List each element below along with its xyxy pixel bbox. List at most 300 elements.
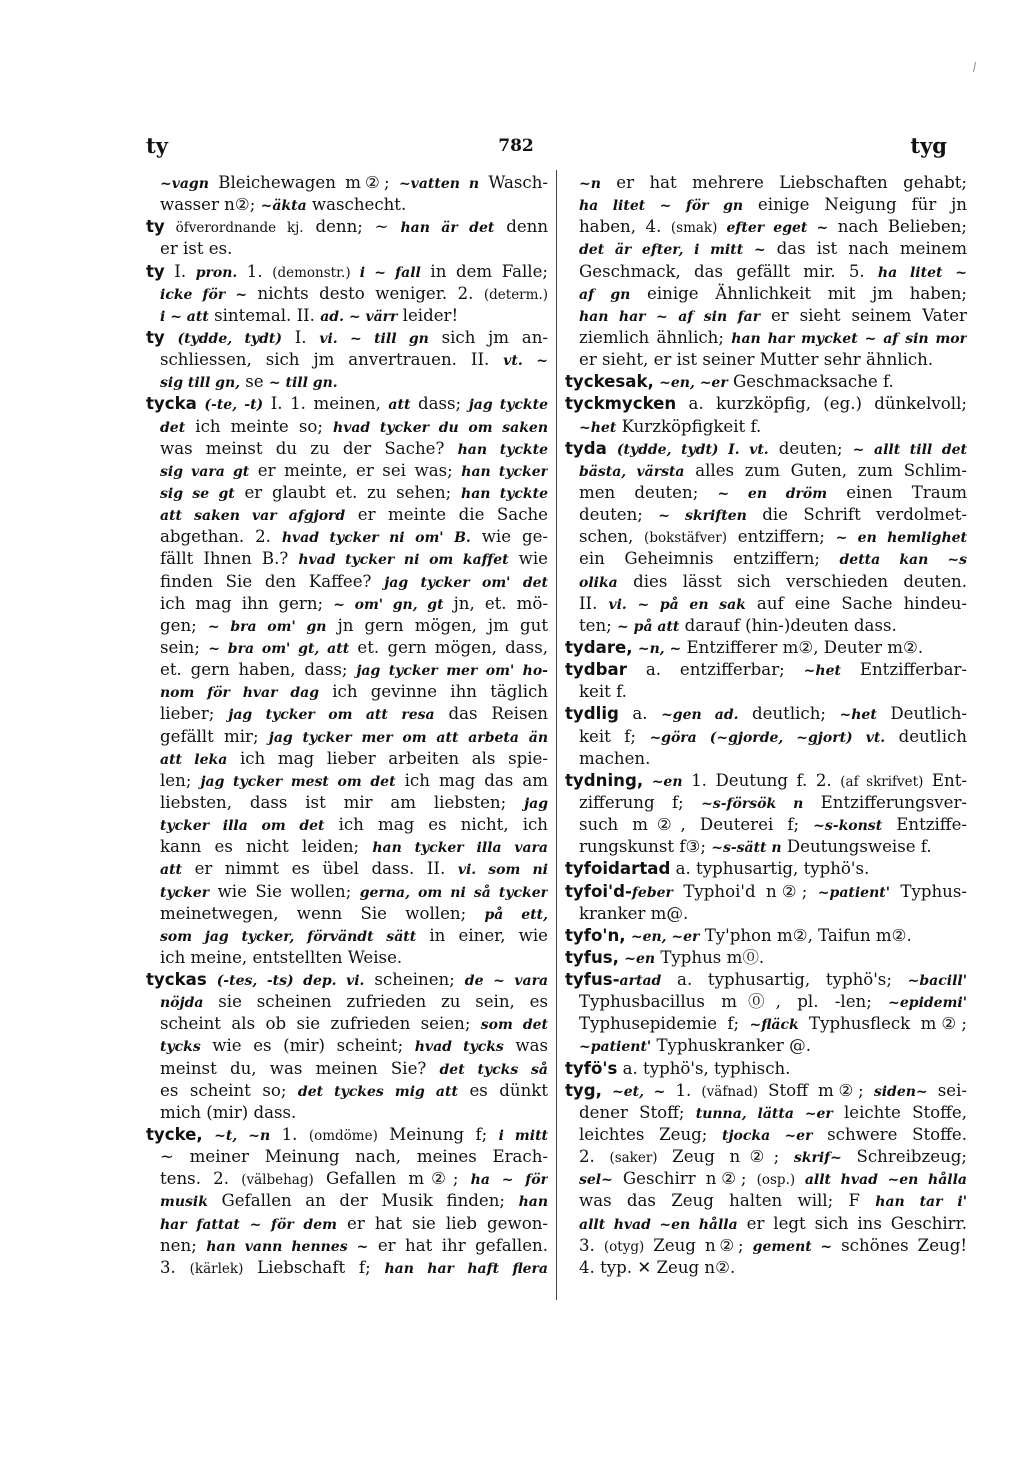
translation-text: II. (579, 593, 609, 613)
dictionary-line (565, 703, 967, 725)
swedish-phrase: tunna, lätta ~er (695, 1105, 833, 1122)
swedish-phrase: ~ allt till det (852, 441, 967, 458)
dictionary-line (565, 548, 967, 570)
dictionary-line (565, 172, 967, 194)
dictionary-line (146, 305, 548, 327)
translation-text: scheinen; (364, 970, 465, 990)
swedish-phrase: ~het (803, 663, 841, 680)
swedish-phrase: ~äkta (260, 198, 307, 215)
translation-text: deutlich; (738, 704, 840, 724)
swedish-phrase: vi. ~ till gn (319, 330, 429, 347)
running-head-right: tyg (910, 133, 947, 158)
translation-text: 1. (270, 1125, 309, 1145)
swedish-phrase: ha litet ~ för gn (579, 198, 744, 215)
dictionary-line (565, 327, 967, 349)
translation-text: 4. typ. ✕ Zeug n②. (579, 1257, 736, 1277)
swedish-phrase: han är det (400, 220, 495, 237)
swedish-phrase: han tyckte (457, 441, 548, 458)
dictionary-line (146, 947, 548, 969)
translation-text: Zeug n②; (657, 1147, 794, 1167)
swedish-phrase: ~s-försök n (701, 795, 804, 812)
swedish-phrase: ~göra (~gjorde, ~gjort) vt. (649, 729, 886, 746)
translation-text: alles zum Guten, zum Schlim- (684, 460, 967, 480)
translation-text: 3. (160, 1257, 190, 1277)
translation-text: Ty'phon m②, Taifun m②. (699, 925, 912, 945)
dictionary-line (565, 903, 967, 925)
translation-text: Geschirr n②; (612, 1169, 757, 1189)
translation-text: wie (508, 549, 548, 569)
dictionary-line (565, 881, 967, 903)
swedish-phrase: ~en (651, 773, 683, 790)
translation-text: wie ge- (470, 527, 548, 547)
headword: ty (146, 217, 165, 237)
dictionary-line (565, 593, 967, 615)
swedish-phrase: nom för hvar dag (160, 685, 319, 702)
dictionary-line (146, 903, 548, 925)
swedish-phrase: sel~ (579, 1172, 613, 1189)
translation-text: es scheint so; (160, 1080, 298, 1100)
dictionary-line (565, 814, 967, 836)
translation-text: er ist es. (160, 239, 233, 259)
headword: tyfoi'd- (565, 881, 632, 901)
translation-text: Ent- (923, 770, 967, 790)
translation-text: denn (494, 217, 548, 237)
translation-text: Stoff m②; (758, 1080, 874, 1100)
swedish-phrase: det tycks så (439, 1061, 548, 1078)
translation-text: es dünkt (457, 1080, 548, 1100)
dictionary-line (565, 194, 967, 216)
translation-text: Entzifferungsver- (803, 792, 967, 812)
dictionary-line (565, 416, 967, 438)
translation-text: sich jm an- (428, 327, 548, 347)
translation-text: keit f. (579, 682, 627, 702)
headword: tyckas (146, 970, 207, 990)
translation-text: schwere Stoffe. (812, 1125, 967, 1145)
translation-text: (kärlek) (189, 1260, 244, 1277)
swedish-phrase: tycks (160, 1039, 201, 1056)
translation-text: Wasch- (479, 173, 548, 192)
dictionary-line (565, 1190, 967, 1212)
dictionary-line (565, 858, 967, 880)
translation-text: Gefallen m②; (313, 1169, 471, 1189)
page-number: 782 (498, 136, 534, 156)
swedish-phrase: ad. ~ värr (320, 308, 398, 325)
swedish-phrase: på ett, (484, 906, 548, 923)
headword: tydare, (565, 637, 633, 657)
dictionary-line (565, 1058, 967, 1080)
dictionary-line (146, 1102, 548, 1124)
translation-text: finden Sie den Kaffee? (160, 571, 385, 591)
swedish-phrase: hvad tycker du om saken (333, 419, 548, 436)
translation-text: keit f; (579, 726, 650, 746)
dictionary-line (565, 438, 967, 460)
swedish-phrase: det tyckes mig att (297, 1083, 458, 1100)
translation-text: ten; (579, 615, 618, 635)
translation-text: wie Sie wollen; (209, 881, 360, 901)
translation-text: Zeug n②; (644, 1235, 753, 1255)
translation-text (165, 328, 178, 347)
swedish-phrase: ~n (579, 176, 601, 192)
dictionary-line (146, 836, 548, 858)
translation-text: in dem Falle; (420, 261, 548, 281)
dictionary-line (565, 659, 967, 681)
swedish-phrase: ~het (579, 419, 617, 436)
translation-text: Schreibzeug; (841, 1147, 967, 1167)
dictionary-line (146, 969, 548, 991)
dictionary-line (565, 969, 967, 991)
translation-text: denn; ~ (303, 217, 401, 237)
swedish-phrase: han har mycket ~ af sin mor (731, 330, 967, 347)
swedish-phrase: i mitt (498, 1128, 548, 1145)
translation-text: Kurzköpfigkeit f. (616, 416, 762, 436)
headword: tyfö's (565, 1058, 618, 1078)
headword: tyfoidartad (565, 859, 671, 879)
translation-text: einen Traum (827, 482, 967, 502)
translation-text: was das Zeug halten will; F (579, 1191, 876, 1211)
translation-text: einige Ähnlichkeit mit jm haben; (630, 283, 967, 303)
swedish-phrase: tjocka ~er (722, 1128, 813, 1145)
swedish-phrase: ~het (839, 707, 877, 724)
translation-text: nen; (160, 1235, 207, 1255)
translation-text: zifferung f; (579, 792, 702, 812)
swedish-phrase: ~patient' (817, 884, 891, 901)
swedish-phrase: han tycker (461, 463, 548, 480)
swedish-phrase: ~vatten n (398, 176, 480, 192)
swedish-phrase: att (160, 862, 183, 879)
swedish-phrase: sig vara gt (160, 463, 250, 480)
swedish-phrase: musik (160, 1194, 208, 1211)
translation-text: auf eine Sache hindeu- (745, 593, 967, 613)
dictionary-line (565, 681, 967, 703)
swedish-phrase: ~n, ~ (637, 640, 682, 657)
translation-text: a. typhusartig, typhö's; (661, 970, 908, 990)
dictionary-line (565, 991, 967, 1013)
translation-text: Typhuskranker @. (651, 1036, 811, 1056)
translation-text: Geschmacksache f. (727, 372, 894, 392)
translation-text: nach Belieben; (828, 217, 967, 237)
translation-text: was (503, 1036, 548, 1056)
dictionary-line (146, 748, 548, 770)
translation-text: I. (164, 261, 196, 281)
translation-text: et. gern mögen, dass, (349, 637, 548, 657)
translation-text: Bleichewagen m②; (208, 173, 399, 192)
swedish-phrase: ~ till gn. (268, 375, 338, 392)
swedish-phrase: sig se gt (160, 485, 235, 502)
dictionary-line (146, 216, 548, 238)
dictionary-line (565, 571, 967, 593)
translation-text: er sieht seinem Vater (760, 305, 967, 325)
swedish-phrase: han har haft flera (384, 1260, 548, 1277)
translation-text: (demonstr.) (272, 264, 351, 281)
swedish-phrase: hvad tycker ni om kaffet (298, 552, 509, 569)
translation-text: Gefallen an der Musik finden; (207, 1191, 519, 1211)
dictionary-line (565, 836, 967, 858)
translation-text: sie scheinen zufrieden zu sein, es (203, 992, 548, 1012)
translation-text: nichts desto weniger. 2. (247, 283, 484, 303)
translation-text: er meinte, er sei was; (249, 460, 462, 480)
dictionary-line (565, 1213, 967, 1235)
translation-text: abgethan. 2. (160, 527, 282, 547)
headword: tyckesak, (565, 372, 654, 392)
dictionary-line (565, 1146, 967, 1168)
dictionary-line (146, 393, 548, 415)
swedish-phrase: han tycker illa vara (372, 840, 548, 857)
translation-text: leichtes Zeug; (579, 1125, 723, 1145)
swedish-phrase: ~en, ~er (630, 928, 700, 945)
translation-text: lieber; (160, 704, 229, 724)
swedish-phrase: ~en, ~er (659, 375, 728, 392)
translation-text: liebsten, dass ist mir am liebsten; (160, 792, 525, 812)
swedish-phrase: det (160, 419, 186, 436)
translation-text (602, 1081, 612, 1100)
swedish-phrase: ~ om' gn, gt (333, 596, 444, 613)
dictionary-line (565, 283, 967, 305)
dictionary-line (565, 305, 967, 327)
translation-text (207, 970, 217, 989)
dictionary-line (146, 172, 548, 194)
translation-text (203, 1125, 214, 1144)
dictionary-line (565, 726, 967, 748)
swedish-phrase: vi. ~ på en sak (608, 596, 746, 613)
translation-text: ich mag es nicht, ich (324, 815, 548, 835)
swedish-phrase: af gn (579, 286, 631, 303)
translation-text: sintemal. II. (208, 305, 321, 325)
dictionary-line (146, 1190, 548, 1212)
dictionary-line (146, 504, 548, 526)
swedish-phrase: vi. som ni (457, 862, 548, 879)
translation-text: (bokstäfver) (644, 530, 727, 547)
swedish-phrase: gement ~ (752, 1238, 833, 1255)
translation-text: deuten; (768, 438, 853, 458)
dictionary-line (146, 548, 548, 570)
headword: tyg, (565, 1080, 602, 1100)
swedish-phrase: ~et, ~ (612, 1083, 666, 1100)
swedish-phrase: nöjda (160, 995, 204, 1012)
dictionary-line (565, 1080, 967, 1102)
swedish-phrase: ~ skriften (658, 508, 747, 525)
headword: tydbar (565, 660, 627, 680)
dictionary-line (565, 770, 967, 792)
translation-text: öfverordnande kj. (164, 220, 304, 237)
swedish-phrase: gerna, om ni så tycker (359, 884, 548, 901)
translation-text: 1. Deutung f. 2. (682, 770, 841, 790)
translation-text: in einer, wie (416, 925, 548, 945)
translation-text: Typhus- (890, 881, 967, 901)
dictionary-line (565, 216, 967, 238)
translation-text: er nimmt es übel dass. II. (182, 859, 458, 879)
translation-text: 3. (579, 1235, 604, 1255)
swedish-phrase: allt hvad ~en hålla (795, 1172, 967, 1189)
translation-text: sein; (160, 637, 209, 657)
translation-text: ~ meiner Meinung nach, meines Erach- (160, 1147, 548, 1167)
translation-text: er hat sie lieb gewon- (336, 1213, 548, 1233)
translation-text: er hat mehrere Liebschaften gehabt; (600, 173, 967, 192)
swedish-phrase: ~patient' (579, 1039, 652, 1056)
swedish-phrase: han har ~ af sin far (579, 308, 761, 325)
translation-text: len; (160, 770, 201, 790)
swedish-phrase: jag tycker mer om att arbeta än (268, 729, 548, 746)
translation-text: (saker) (609, 1150, 658, 1167)
dictionary-line (146, 482, 548, 504)
swedish-phrase: ha litet ~ (877, 264, 967, 281)
translation-text: 1. (237, 261, 273, 281)
translation-text: (smak) (670, 220, 718, 237)
swedish-phrase: som jag tycker, förvändt sätt (160, 928, 417, 945)
dictionary-line (146, 770, 548, 792)
dictionary-line (146, 1257, 548, 1279)
translation-text: ich mag ihn gern; (160, 593, 334, 613)
swedish-phrase: ~bacill' (907, 973, 967, 990)
translation-text: er meinte die Sache (345, 505, 548, 525)
translation-text: er glaubt et. zu sehen; (234, 482, 462, 502)
dictionary-line (146, 659, 548, 681)
translation-text: meinst du, was meinen Sie? (160, 1058, 440, 1078)
swedish-phrase: har fattat ~ för dem (160, 1216, 337, 1233)
dictionary-line (565, 1257, 967, 1279)
translation-text: dies lässt sich verschieden deuten. (617, 571, 967, 591)
swedish-phrase: ~en (624, 950, 656, 967)
translation-text: a. kurzköpfig, (eg.) dünkelvoll; (676, 394, 967, 414)
swedish-phrase: (-tes, -ts) dep. vi. (216, 973, 365, 990)
dictionary-line (146, 1168, 548, 1190)
dictionary-line (146, 327, 548, 349)
translation-text: a. typhusartig, typhö's. (670, 859, 870, 879)
dictionary-line (146, 1058, 548, 1080)
translation-text: leichte Stoffe, (832, 1102, 967, 1122)
headword: tydlig (565, 704, 619, 724)
translation-text: die Schrift verdolmet- (746, 505, 967, 525)
headword: tydning, (565, 770, 644, 790)
translation-text: (osp.) (756, 1172, 796, 1189)
swedish-phrase: siden~ (873, 1083, 928, 1100)
translation-text: fällt Ihnen B.? (160, 549, 299, 569)
translation-text: se (240, 372, 269, 392)
dictionary-line (146, 637, 548, 659)
swedish-phrase: ~ en hemlighet (835, 530, 967, 547)
dictionary-line (565, 637, 967, 659)
dictionary-line (565, 947, 967, 969)
swedish-phrase: det är efter, i mitt ~ (579, 242, 766, 259)
translation-text: (väfnad) (701, 1083, 758, 1100)
dictionary-line (565, 1102, 967, 1124)
translation-text: (omdöme) (308, 1128, 378, 1145)
translation-text: et. gern haben, dass; (160, 660, 357, 680)
dictionary-line (146, 1080, 548, 1102)
dictionary-line (146, 726, 548, 748)
dictionary-line (565, 261, 967, 283)
translation-text: machen. (579, 748, 651, 768)
translation-text: dass; (410, 394, 469, 414)
translation-text: ich gevinne ihn täglich (318, 682, 548, 702)
translation-text: schen, (579, 527, 645, 547)
translation-text: haben, 4. (579, 217, 671, 237)
swedish-phrase: (tydde, tydt) I. vt. (616, 441, 769, 458)
dictionary-line (146, 526, 548, 548)
swedish-phrase: vt. ~ (503, 353, 548, 370)
translation-text: Deutungsweise f. (781, 837, 932, 857)
translation-text: leider! (397, 305, 459, 325)
translation-text: das Reisen (434, 704, 548, 724)
translation-text: Typhus m⓪. (655, 947, 765, 967)
dictionary-line (146, 371, 548, 393)
swedish-phrase: ~ en dröm (717, 485, 828, 502)
dictionary-line (565, 1235, 967, 1257)
dictionary-line (146, 1035, 548, 1057)
scan-mark (973, 62, 976, 72)
swedish-phrase: ~gen ad. (661, 707, 739, 724)
swedish-phrase: efter eget ~ (717, 220, 829, 237)
dictionary-line (146, 1235, 548, 1257)
swedish-phrase: jag tyckte (468, 397, 548, 414)
translation-text: einige Neigung für jn (743, 195, 967, 215)
translation-text: (af skrifvet) (840, 773, 924, 790)
translation-text: waschecht. (306, 195, 407, 215)
dictionary-line (146, 925, 548, 947)
translation-text: Geschmack, das gefällt mir. 5. (579, 261, 878, 281)
swedish-phrase: han tar i' (875, 1194, 967, 1211)
swedish-phrase: jag tycker om att resa (228, 707, 435, 724)
translation-text: meinetwegen, wenn Sie wollen; (160, 903, 485, 923)
dictionary-line (565, 1124, 967, 1146)
swedish-phrase: som det (480, 1017, 548, 1034)
dictionary-line (146, 238, 548, 260)
dictionary-line (146, 792, 548, 814)
translation-text: kann es nicht leiden; (160, 837, 373, 857)
translation-text (643, 771, 652, 790)
dictionary-line (146, 438, 548, 460)
swedish-phrase: att leka (160, 751, 228, 768)
swedish-phrase: ha ~ för (470, 1172, 548, 1189)
dictionary-line (146, 1013, 548, 1035)
swedish-phrase: tycker illa om det (160, 818, 325, 835)
translation-text: deutlich (885, 726, 967, 746)
swedish-phrase: i ~ att (160, 308, 209, 325)
column-divider (556, 170, 557, 1300)
translation-text: I. (281, 327, 320, 347)
dictionary-line (146, 460, 548, 482)
swedish-phrase: ~ bra om' gt, att (208, 640, 350, 657)
translation-text: Typhusfleck m②; (798, 1014, 967, 1034)
translation-text: Entzifferbar- (840, 660, 967, 680)
swedish-phrase: artad (619, 973, 662, 990)
swedish-phrase: bästa, värsta (579, 463, 685, 480)
translation-text: jn, et. mö- (443, 593, 548, 613)
dictionary-line (565, 792, 967, 814)
dictionary-line (146, 593, 548, 615)
swedish-phrase: allt hvad ~en hålla (579, 1216, 738, 1233)
translation-text: er hat ihr gefallen. (368, 1235, 548, 1255)
headword: tyfus- (565, 970, 620, 990)
translation-text: jn gern mögen, jm gut (326, 615, 548, 635)
dictionary-line (565, 925, 967, 947)
translation-text: (välbehag) (241, 1172, 314, 1189)
translation-text: ich meinte so; (185, 416, 334, 436)
swedish-phrase: jag (524, 795, 548, 812)
translation-text: ich mag lieber arbeiten als spie- (227, 748, 548, 768)
dictionary-line (146, 1124, 548, 1146)
headword: tyfo'n, (565, 925, 626, 945)
translation-text: darauf (hin-)deuten dass. (679, 615, 897, 635)
translation-text: gefällt mir; (160, 726, 269, 746)
swedish-phrase: att saken var afgjord (160, 508, 346, 525)
translation-text: das ist nach meinem (765, 239, 967, 259)
translation-text: (determ.) (483, 286, 548, 303)
translation-text: ich meine, entstellten Weise. (160, 947, 403, 967)
translation-text: ich mag das am (395, 770, 548, 790)
headword: ty (146, 327, 165, 347)
dictionary-line (146, 615, 548, 637)
dictionary-line (565, 1035, 967, 1057)
